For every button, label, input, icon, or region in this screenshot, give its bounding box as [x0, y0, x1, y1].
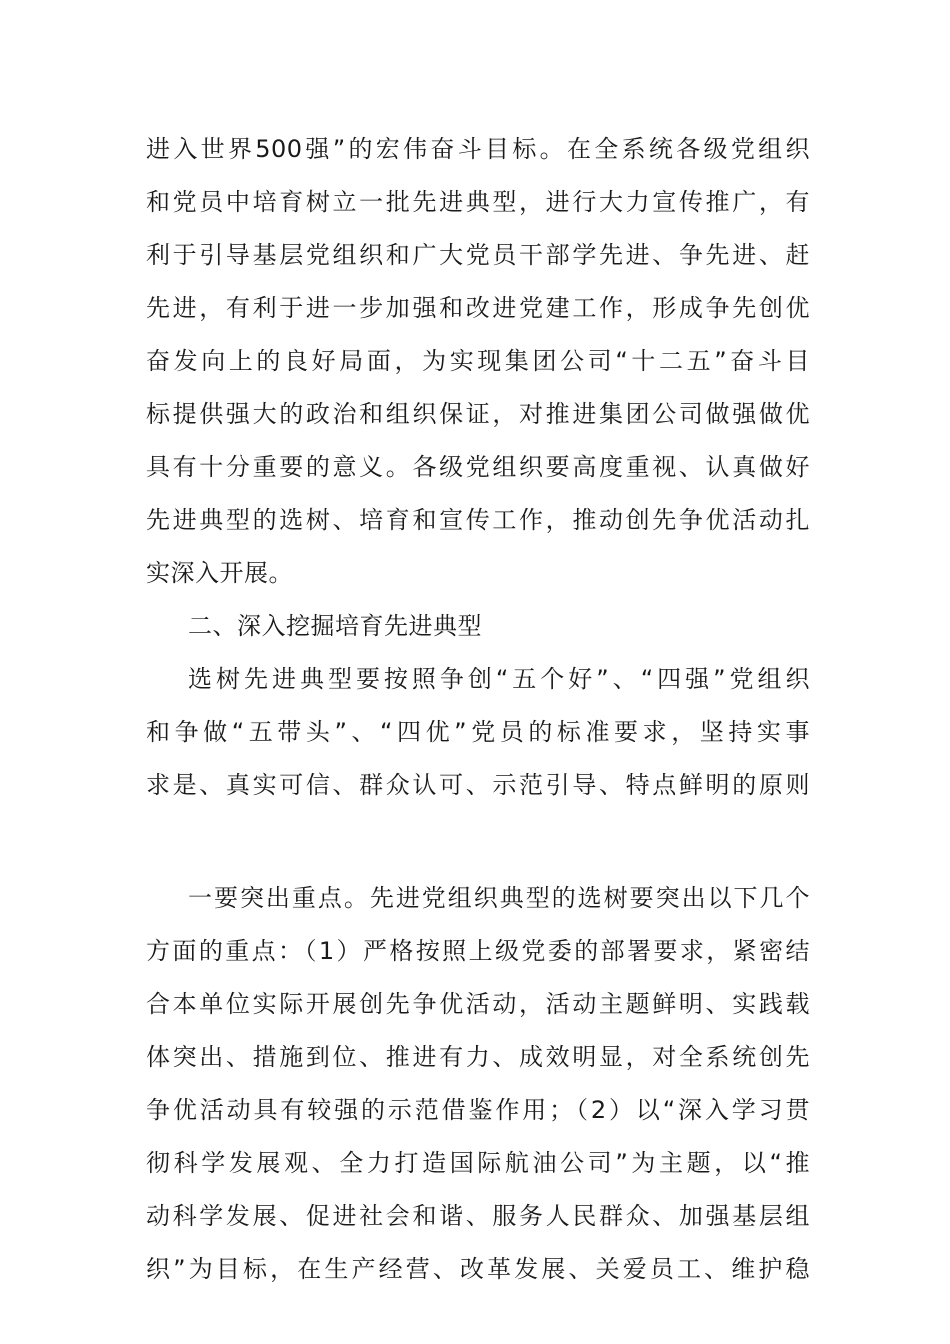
section-heading: 二、深入挖掘培育先进典型	[188, 612, 482, 640]
paragraph-line: 合本单位实际开展创先争优活动，活动主题鲜明、实践载	[146, 990, 810, 1018]
paragraph-line: 织”为目标，在生产经营、改革发展、关爱员工、维护稳	[146, 1255, 810, 1283]
paragraph-line: 求是、真实可信、群众认可、示范引导、特点鲜明的原则	[146, 771, 810, 799]
paragraph-line: 彻科学发展观、全力打造国际航油公司”为主题，以“推	[146, 1149, 810, 1177]
paragraph-line: 实深入开展。	[146, 559, 293, 587]
paragraph-line: 和党员中培育树立一批先进典型，进行大力宣传推广，有	[146, 188, 810, 216]
paragraph-line: 和争做“五带头”、“四优”党员的标准要求，坚持实事	[146, 718, 810, 746]
paragraph-line: 先进典型的选树、培育和宣传工作，推动创先争优活动扎	[146, 506, 810, 534]
paragraph-line: 一要突出重点。先进党组织典型的选树要突出以下几个	[188, 884, 810, 912]
paragraph-line: 动科学发展、促进社会和谐、服务人民群众、加强基层组	[146, 1202, 810, 1230]
paragraph-line: 标提供强大的政治和组织保证，对推进集团公司做强做优	[146, 400, 810, 428]
paragraph-line: 争优活动具有较强的示范借鉴作用；（2）以“深入学习贯	[146, 1096, 810, 1124]
paragraph-line: 具有十分重要的意义。各级党组织要高度重视、认真做好	[146, 453, 810, 481]
paragraph-line: 先进，有利于进一步加强和改进党建工作，形成争先创优	[146, 294, 810, 322]
paragraph-line: 进入世界500强”的宏伟奋斗目标。在全系统各级党组织	[146, 135, 810, 163]
paragraph-line: 体突出、措施到位、推进有力、成效明显，对全系统创先	[146, 1043, 810, 1071]
paragraph-line: 选树先进典型要按照争创“五个好”、“四强”党组织	[188, 665, 810, 693]
paragraph-line: 奋发向上的良好局面，为实现集团公司“十二五”奋斗目	[146, 347, 810, 375]
paragraph-line: 方面的重点：（1）严格按照上级党委的部署要求，紧密结	[146, 937, 810, 965]
paragraph-line: 利于引导基层党组织和广大党员干部学先进、争先进、赶	[146, 241, 810, 269]
